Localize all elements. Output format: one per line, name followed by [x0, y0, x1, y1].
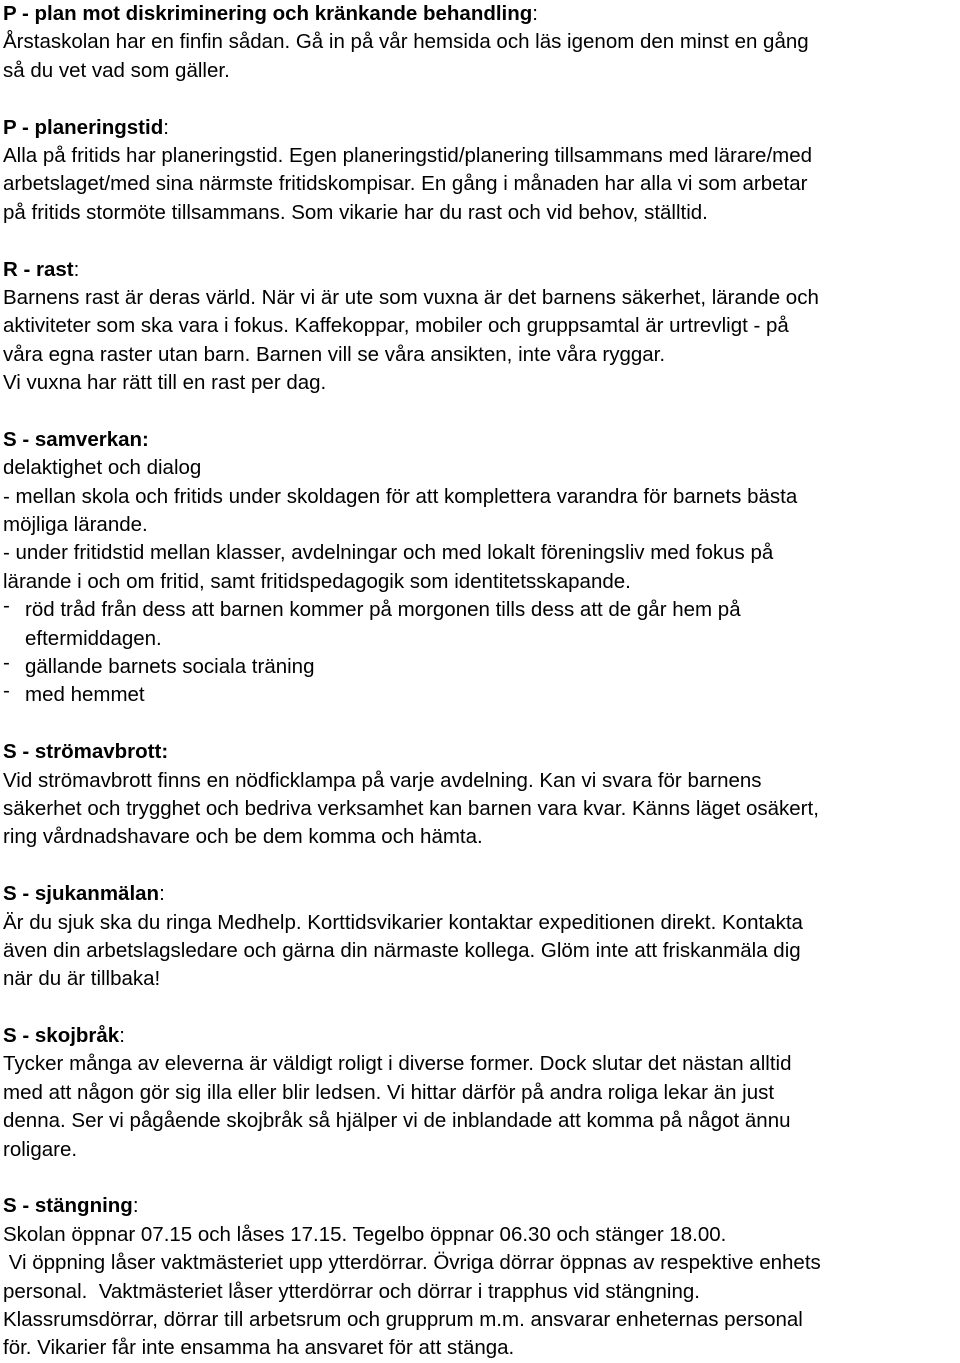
- paragraph-line: våra egna raster utan barn. Barnen vill se våra ansikten, inte våra ryggar.: [3, 342, 666, 366]
- heading-colon: :: [163, 115, 169, 139]
- paragraph-line: Är du sjuk ska du ringa Medhelp. Korttidsvikarier kontaktar expeditionen direkt. Kontakta: [3, 910, 803, 934]
- paragraph-line: även din arbetslagsledare och gärna din närmaste kollega. Glöm inte att friskanmäla dig: [3, 938, 801, 962]
- paragraph-line: Vid strömavbrott finns en nödficklampa på varje avdelning. Kan vi svara för barnens: [3, 768, 762, 792]
- section-stromavbrott: [3, 738, 958, 852]
- section-heading-plan: [3, 0, 958, 28]
- paragraph-line: med att någon gör sig illa eller blir ledsen. Vi hittar därför på andra roliga lekar än just: [3, 1080, 775, 1104]
- bullet-item: [3, 681, 958, 709]
- heading-colon: :: [73, 257, 80, 281]
- section-sjukanmalan: [3, 880, 958, 994]
- paragraph-line: aktiviteter som ska vara i fokus. Kaffekoppar, mobiler och gruppsamtal är urtrevligt - på: [3, 314, 789, 338]
- heading-text: S - strömavbrott:: [3, 740, 169, 764]
- section-plan: [3, 0, 958, 85]
- paragraph-line: Alla på fritids har planeringstid. Egen planeringstid/planering tillsammans med lärare/med: [3, 143, 813, 167]
- paragraph-line: Klassrumsdörrar, dörrar till arbetsrum och grupprum m.m. ansvarar enheternas personal: [3, 1307, 803, 1331]
- paragraph-line: Vi öppning låser vaktmästeriet upp ytterdörrar. Övriga dörrar öppnas av respektive enhets: [3, 1251, 821, 1275]
- section-heading-samverkan: [3, 426, 958, 454]
- heading-colon: :: [119, 1024, 125, 1048]
- paragraph-line: lärande i och om fritid, samt fritidspedagogik som identitetsskapande.: [3, 569, 631, 593]
- paragraph-line: denna. Ser vi pågående skojbråk så hjälper vi de inblandade att komma på något ännu: [3, 1109, 791, 1133]
- heading-text: S - stängning: [3, 1194, 133, 1218]
- spacer: [3, 994, 958, 1022]
- spacer: [3, 227, 958, 255]
- spacer: [3, 852, 958, 880]
- spacer: [3, 710, 958, 738]
- section-heading-planeringstid: [3, 114, 958, 142]
- paragraph-line: ring vårdnadshavare och be dem komma och hämta.: [3, 825, 483, 849]
- bullet-text: gällande barnets sociala träning: [25, 654, 315, 678]
- heading-text: R - rast: [3, 257, 74, 281]
- section-samverkan: [3, 426, 958, 710]
- section-heading-rast: [3, 256, 958, 284]
- bullet-continuation: eftermiddagen.: [25, 626, 162, 650]
- spacer: [3, 397, 958, 425]
- section-heading-stangning: [3, 1192, 958, 1220]
- heading-text: S - skojbråk: [3, 1024, 120, 1048]
- paragraph-line: Barnens rast är deras värld. När vi är ute som vuxna är det barnens säkerhet, lärande och: [3, 285, 819, 309]
- heading-colon: :: [532, 2, 538, 25]
- paragraph-line: Tycker många av eleverna är väldigt roligt i diverse former. Dock slutar det nästan alltid: [3, 1052, 792, 1076]
- heading-colon: :: [132, 1194, 139, 1218]
- heading-text: P - plan mot diskriminering och kränkande behandling: [3, 2, 533, 25]
- section-heading-stromavbrott: [3, 738, 958, 766]
- paragraph-line: när du är tillbaka!: [3, 967, 161, 991]
- paragraph-line: Vi vuxna har rätt till en rast per dag.: [3, 371, 327, 395]
- bullet-item: [3, 596, 958, 624]
- bullet-dash: -: [3, 650, 10, 674]
- paragraph-line: roligare.: [3, 1137, 78, 1161]
- section-heading-sjukanmalan: [3, 880, 958, 908]
- paragraph-line: på fritids stormöte tillsammans. Som vikarie har du rast och vid behov, ställtid.: [3, 200, 708, 224]
- paragraph-line: Skolan öppnar 07.15 och låses 17.15. Tegelbo öppnar 06.30 och stänger 18.00.: [3, 1222, 727, 1246]
- spacer: [3, 85, 958, 113]
- paragraph-line: säkerhet och trygghet och bedriva verksamhet kan barnen vara kvar. Känns läget osäkert,: [3, 796, 819, 820]
- document-page: [3, 0, 958, 1363]
- section-heading-skojbrak: [3, 1022, 958, 1050]
- section-planeringstid: [3, 114, 958, 228]
- paragraph-line: - under fritidstid mellan klasser, avdelningar och med lokalt föreningsliv med fokus på: [3, 541, 774, 565]
- bullet-dash: -: [3, 679, 10, 703]
- heading-text: S - sjukanmälan: [3, 882, 160, 906]
- bullet-text: med hemmet: [25, 683, 145, 707]
- heading-text: S - samverkan:: [3, 427, 149, 451]
- paragraph-line: - mellan skola och fritids under skoldagen för att komplettera varandra för barnets bästa: [3, 484, 798, 508]
- paragraph-line: personal. Vaktmästeriet låser ytterdörrar och dörrar i trapphus vid stängning.: [3, 1279, 700, 1303]
- heading-text: P - planeringstid: [3, 115, 164, 139]
- spacer: [3, 1164, 958, 1192]
- heading-colon: :: [159, 882, 165, 906]
- paragraph-line: delaktighet och dialog: [3, 456, 202, 480]
- section-stangning: [3, 1192, 958, 1362]
- bullet-dash: -: [3, 594, 10, 618]
- paragraph-line: arbetslaget/med sina närmste fritidskompisar. En gång i månaden har alla vi som arbetar: [3, 172, 808, 196]
- paragraph-line: Årstaskolan har en finfin sådan. Gå in på vår hemsida och läs igenom den minst en gång: [3, 30, 809, 54]
- paragraph-line: så du vet vad som gäller.: [3, 58, 230, 82]
- bullet-text: röd tråd från dess att barnen kommer på morgonen tills dess att de går hem på: [25, 598, 741, 622]
- bullet-item: [3, 650, 958, 681]
- paragraph-line: möjliga lärande.: [3, 513, 148, 537]
- section-rast: [3, 256, 958, 398]
- section-skojbrak: [3, 1022, 958, 1164]
- paragraph-line: för. Vikarier får inte ensamma ha ansvaret för att stänga.: [3, 1336, 515, 1360]
